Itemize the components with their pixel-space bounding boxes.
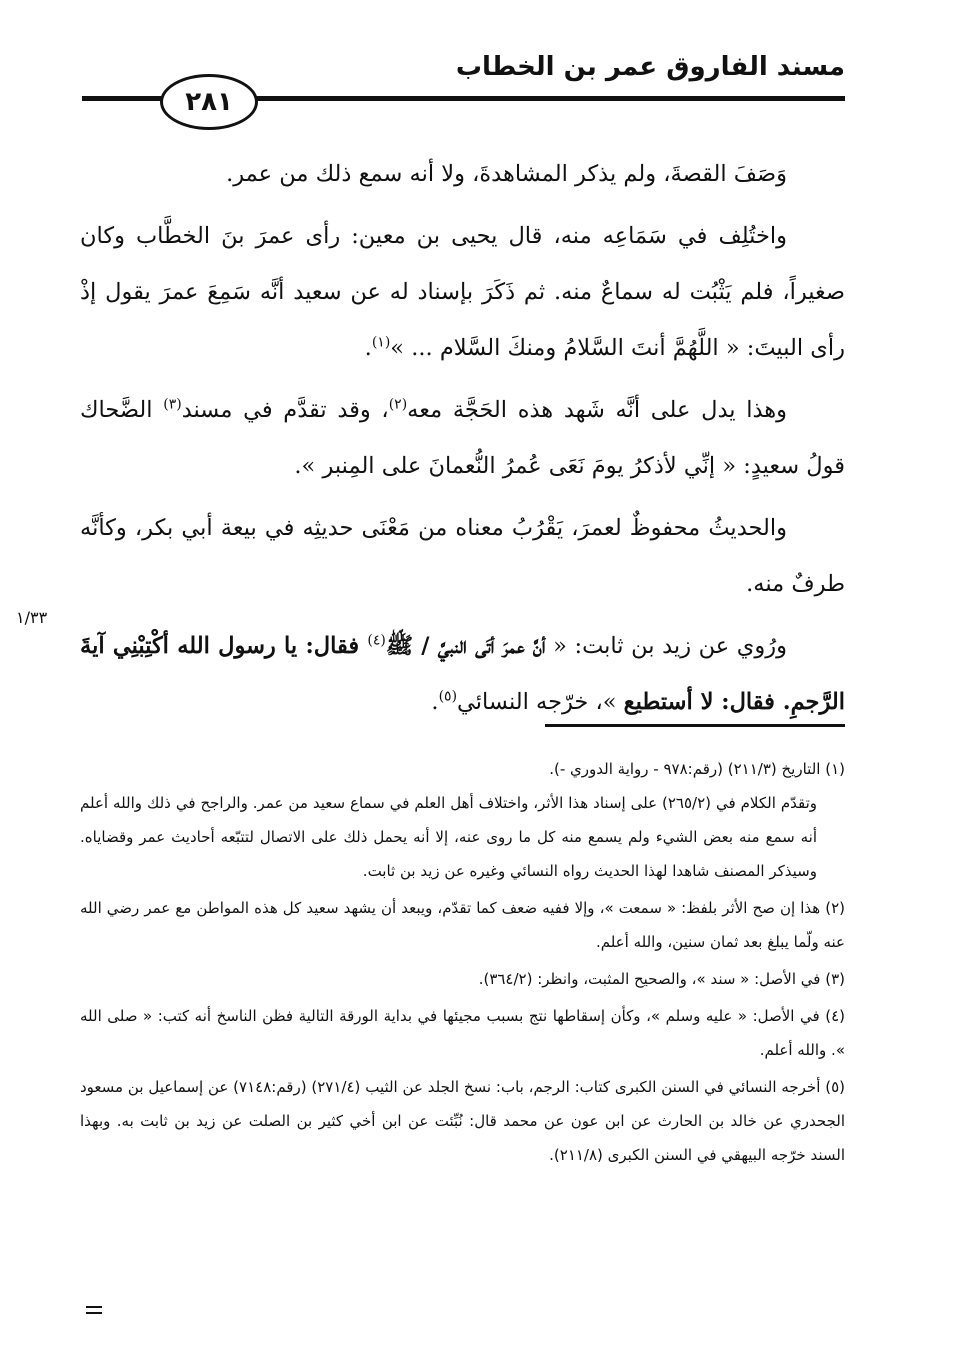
paragraph-5 <box>80 618 845 730</box>
footnote-label: (٣) <box>825 970 845 988</box>
continuation-mark <box>86 1306 102 1318</box>
footnote-5 <box>80 1070 845 1172</box>
footnote-text: التاريخ (٢١١/٣) (رقم:٩٧٨ - رواية الدوري -). <box>549 760 821 778</box>
paragraph-3 <box>80 382 845 494</box>
footnote-1 <box>80 752 845 786</box>
footnote-label: (١) <box>825 760 845 778</box>
footnote-ref-4[interactable]: (٤) <box>367 632 386 649</box>
footnotes <box>80 752 845 1172</box>
footnote-label: (٢) <box>825 899 845 917</box>
paragraph-text: والحديثُ محفوظٌ لعمرَ، يَقْرُبُ معناه من مَعْنَى حديثِه في بيعة أبي بكر، وكأنَّه طرفٌ منه. <box>80 515 845 597</box>
footnote-4 <box>80 999 845 1067</box>
footnote-text: في الأصل: « عليه وسلم »، وكأن إسقاطها نتج بسبب مجيئها في بداية الورقة التالية فظن الناسخ أنه كتب: « صلى الله ». والله أعلم. <box>80 1007 845 1059</box>
paragraph-text: »، خرّجه النسائي <box>457 689 624 715</box>
footnote-text: أخرجه النسائي في السنن الكبرى كتاب: الرجم، باب: نسخ الجلد عن الثيب (٢٧١/٤) (رقم:٧١٤٨) عن إسماعيل بن مسعود الجحدري عن خالد بن الحارث عن ابن عون عن محمد قال: نُبِّئت عن ابن أخي كثير بن الصلت عن زيد بن ثابت به. وبهذا السند خرّجه البيهقي في السنن الكبرى (٢١١/٨). <box>80 1078 845 1164</box>
footnote-ref-3[interactable]: (٣) <box>163 396 182 413</box>
footnote-text: هذا إن صح الأثر بلفظ: « سمعت »، وإلا ففيه ضعف كما تقدّم، ويبعد أن يشهد سعيد كل هذه المواطن مع عمر رضي الله عنه ولّما يبلغ بعد ثمان سنين، والله أعلم. <box>80 899 845 951</box>
footnote-separator <box>545 724 845 727</box>
paragraph-text: واختُلِف في سَمَاعِه منه، قال يحيى بن معين: رأى عمرَ بنَ الخطَّاب وكان صغيراً، فلم يَثْبُت له سماعٌ منه. ثم ذَكَرَ بإسناد له عن سعيد أنَّه سَمِعَ عمرَ يقول إذْ رأى البيتَ: « اللَّهُمَّ أنتَ السَّلامُ ومنكَ السَّلام ... » <box>80 223 845 361</box>
footnote-text: في الأصل: « سند »، والصحيح المثبت، وانظر: (٣٦٤/٢). <box>478 970 821 988</box>
paragraph-text: ورُوي عن زيد بن ثابت: « <box>545 633 788 659</box>
footnote-label: (٤) <box>825 1007 845 1025</box>
footnote-ref-1[interactable]: (١) <box>371 334 391 351</box>
footnote-3 <box>80 962 845 996</box>
footnote-ref-5[interactable]: (٥) <box>438 688 458 705</box>
page-number-badge: ٢٨١ <box>160 74 258 130</box>
footnote-text: وتقدّم الكلام في (٢٦٥/٢) على إسناد هذا الأثر، واختلاف أهل العلم في سماع سعيد من عمر. والراجح في ذلك والله أعلم أنه سمع منه بعض الشيء ولم يسمع منه كل ما روى عنه، إلا أنه يحمل ذلك على الاتصال لتتبّعه أحاديث عمر وقضاياه. وسيذكر المصنف شاهدا لهذا الحديث رواه النسائي وغيره عن زيد بن ثابت. <box>80 794 817 880</box>
footnote-label: (٥) <box>825 1078 845 1096</box>
paragraph-text: الضَّحاك قولُ سعيدٍ: « إنِّي لأذكرُ يومَ نَعَى عُمرُ النُّعمانَ على المِنبر ». <box>80 397 845 479</box>
paragraph-text: . <box>431 689 439 715</box>
paragraph-text: وَصَفَ القصةَ، ولم يذكر المشاهدةَ، ولا أنه سمع ذلك من عمر. <box>226 161 787 187</box>
footnote-1-continued <box>80 786 845 888</box>
footnote-2 <box>80 891 845 959</box>
main-text <box>80 146 845 730</box>
manuscript-folio-note: ١/٣٣ <box>16 608 48 627</box>
hadith-text: أنَّ عمرَ أتَى النبيَّ / ﷺ <box>385 633 546 659</box>
footnote-ref-2[interactable]: (٢) <box>388 396 408 413</box>
paragraph-text: . <box>364 335 372 361</box>
paragraph-4 <box>80 500 845 612</box>
paragraph-text: وهذا يدل على أنَّه شَهد هذه الحَجَّة معه <box>407 397 787 423</box>
paragraph-1 <box>80 146 845 202</box>
running-header-title: مسند الفاروق عمر بن الخطاب <box>455 52 845 82</box>
paragraph-text: ، وقد تقدَّم في مسند <box>181 397 389 423</box>
paragraph-2 <box>80 208 845 376</box>
hadith-text: فقال: يا رسول الله أكْتِبْنِي آيةَ الرَّجمِ. فقال: لا أستطيع <box>80 633 845 715</box>
